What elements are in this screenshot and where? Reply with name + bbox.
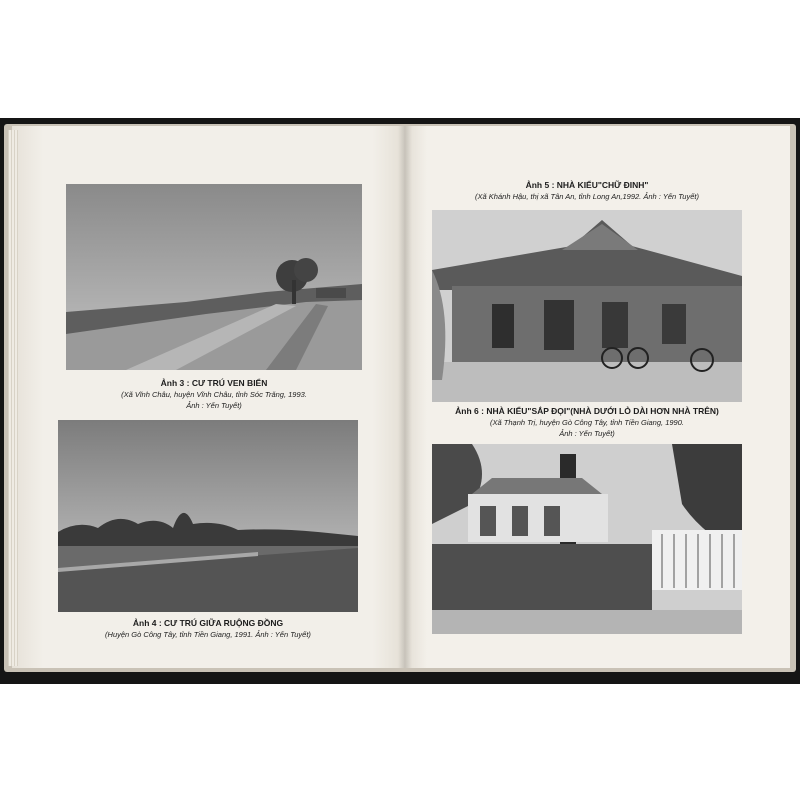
sap-doi-house-photo [432, 444, 742, 634]
photo-4-caption [58, 618, 358, 640]
photo-6-caption [432, 406, 742, 439]
photo-4-title: CƯ TRÚ GIỮA RUỘNG ĐỒNG [164, 618, 284, 628]
page-edges [8, 130, 18, 666]
photo-4-label: Ảnh 4 : [132, 618, 162, 628]
photo-3-credit: Ảnh : Yến Tuyết) [186, 401, 242, 410]
coastal-settlement-photo [66, 184, 362, 370]
photo-5-source: (Xã Khánh Hậu, thị xã Tân An, tỉnh Long An,1992. Ảnh : Yến Tuyết) [475, 192, 699, 201]
photo-5-caption [432, 180, 742, 202]
photo-6-label: Ảnh 6 : [455, 406, 484, 416]
photo-5-label: Ảnh 5 : [525, 180, 555, 190]
book-gutter [398, 126, 412, 668]
photo-3-label: Ảnh 3 : [160, 378, 190, 388]
photo-6-title: NHÀ KIỂU"SẮP ĐỌI"(NHÀ DƯỚI LỎ DÀI HƠN NHÀ TRÊN) [486, 406, 719, 416]
photo-4-source: (Huyện Gò Công Tây, tỉnh Tiền Giang, 1991. Ảnh : Yến Tuyết) [105, 630, 311, 639]
photo-6-credit: Ảnh : Yến Tuyết) [559, 429, 615, 438]
chu-dinh-house-photo [432, 210, 742, 402]
photo-5-title: NHÀ KIỂU"CHỮ ĐINH" [556, 180, 649, 190]
rice-field-settlement-photo [58, 420, 358, 612]
photo-3-title: CƯ TRÚ VEN BIỂN [191, 378, 268, 388]
photo-6-source: (Xã Thạnh Trị, huyện Gò Công Tây, tỉnh Tiền Giang, 1990. [490, 418, 684, 427]
photo-3-caption [66, 378, 362, 411]
photo-3-source: (Xã Vĩnh Châu, huyện Vĩnh Châu, tỉnh Sóc Trăng, 1993. [121, 390, 307, 399]
